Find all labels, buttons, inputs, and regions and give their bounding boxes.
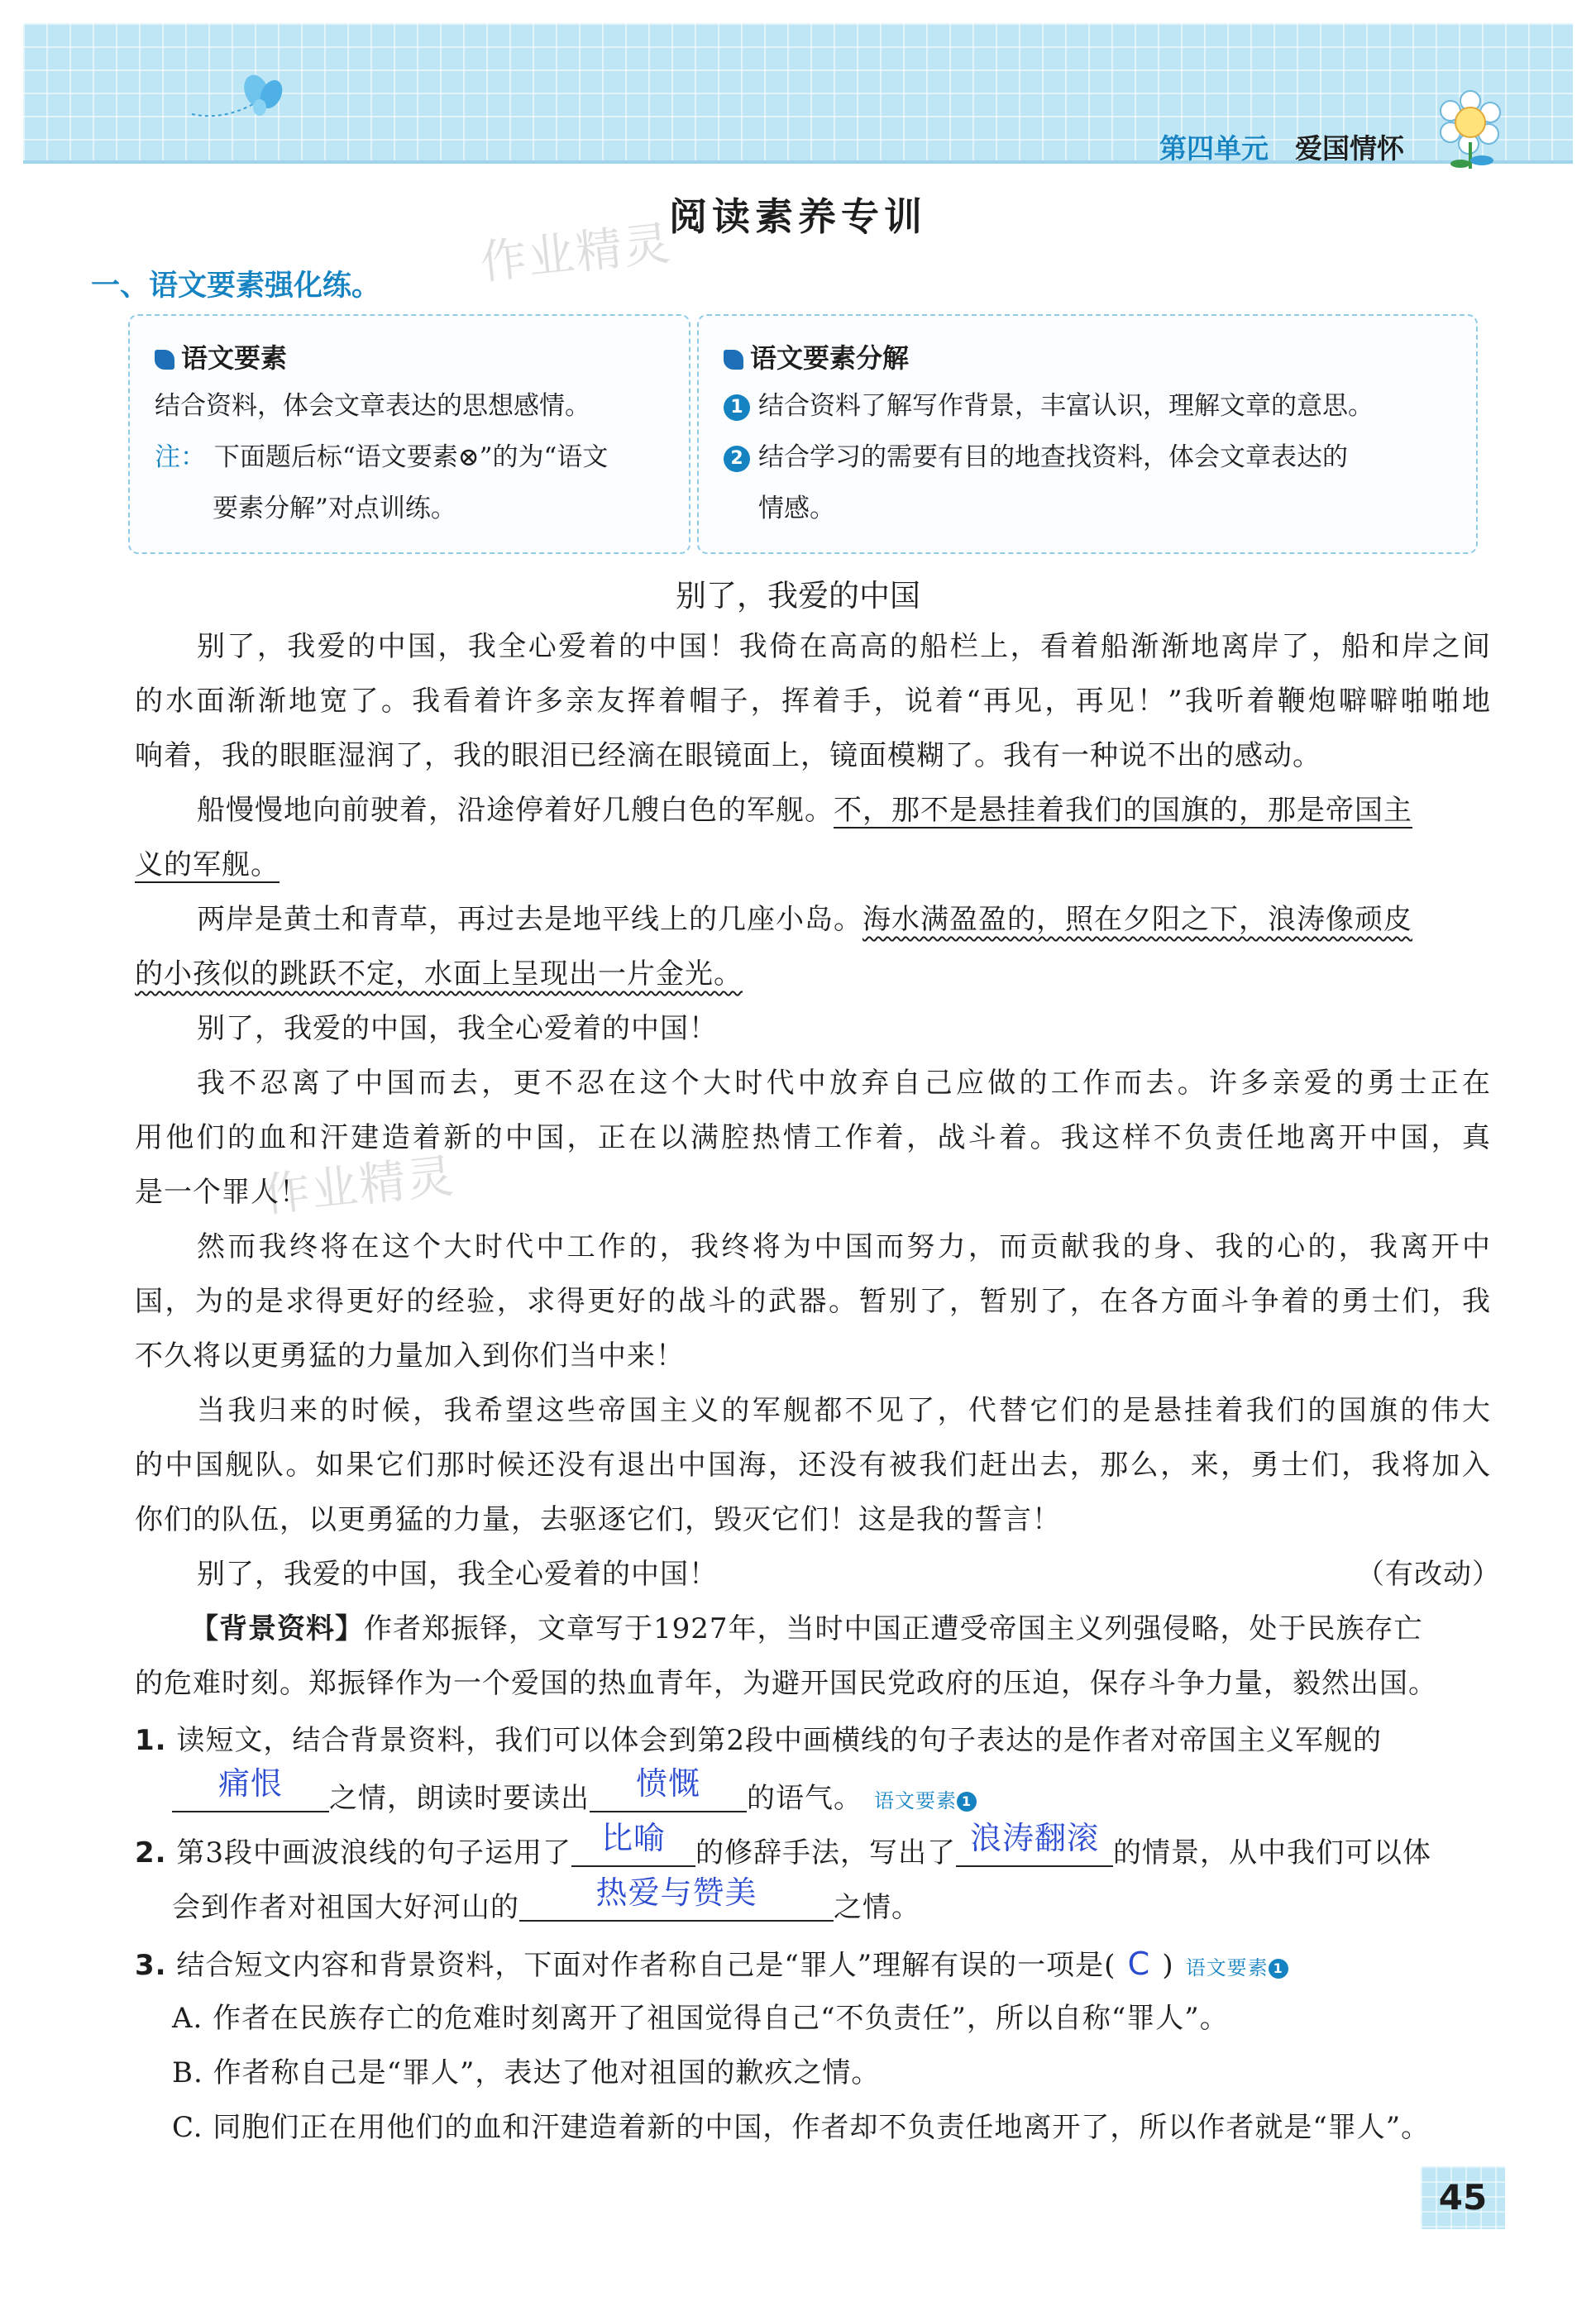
handwritten-answer: 比喻	[601, 1820, 667, 1856]
handwritten-answer: 浪涛翻滚	[970, 1820, 1100, 1856]
answer-blank[interactable]	[571, 1820, 695, 1867]
handwritten-answer: 痛恨	[217, 1765, 283, 1802]
element-box	[128, 314, 690, 554]
pen-icon	[724, 350, 743, 370]
answer-blank[interactable]	[956, 1820, 1113, 1867]
revision-note: （有改动）	[1356, 1558, 1501, 1591]
background-material: 【背景资料】作者郑振铎，文章写于1927年，当时中国正遭受帝国主义列强侵略，处于民族存亡	[190, 1612, 1423, 1645]
article-line: 的中国舰队。如果它们那时候还没有退出中国海，还没有被我们赶出去，那么，来，勇士们，我将加入	[135, 1449, 1491, 1482]
underlined-sentence: 不，那不是悬挂着我们的国旗的，那是帝国主	[834, 794, 1412, 827]
page-header-band	[23, 23, 1573, 164]
article-line: 我不忍离了中国而去，更不忍在这个大时代中放弃自己应做的工作而去。许多亲爱的勇士正在	[197, 1067, 1491, 1100]
question-3: 3. 结合短文内容和背景资料，下面对作者称自己是“罪人”理解有误的一项是( C ) 语文要素 1	[135, 1943, 1491, 1989]
article-line: 别了，我爱的中国，我全心爱着的中国！	[197, 1558, 718, 1591]
question-1: 1. 读短文，结合背景资料，我们可以体会到第2段中画横线的句子表达的是作者对帝国主义军舰的	[135, 1724, 1383, 1757]
answer-blank[interactable]	[590, 1765, 747, 1812]
article-line: 是一个罪人！	[135, 1176, 308, 1209]
item-number: 1	[724, 394, 750, 421]
answer-blank[interactable]	[172, 1765, 329, 1812]
breakdown-item: 1 结合资料了解写作背景，丰富认识，理解文章的意思。	[724, 380, 1374, 432]
page-title: 阅读素养专训	[669, 194, 927, 239]
unit-label: 第四单元	[1159, 132, 1269, 165]
article-line	[135, 844, 1491, 886]
pen-icon	[155, 350, 174, 370]
note-label: 注：	[155, 442, 206, 472]
article-line	[135, 953, 1491, 995]
handwritten-answer: 热爱与赞美	[595, 1874, 757, 1911]
unit-theme: 爱国情怀	[1295, 132, 1404, 165]
wavy-sentence: 海水满盈盈的，照在夕阳之下，浪涛像顽皮	[863, 903, 1412, 936]
article-line: 国，为的是求得更好的经验，求得更好的战斗的武器。暂别了，暂别了，在各方面斗争着的勇士们，我	[135, 1285, 1491, 1318]
page-number: 45	[1421, 2166, 1505, 2229]
background-material: 的危难时刻。郑振铎作为一个爱国的热血青年，为避开国民党政府的压迫，保存斗争力量，毅然出国。	[135, 1667, 1437, 1700]
article-line: 然而我终将在这个大时代中工作的，我终将为中国而努力，而贡献我的身、我的心的，我离开中	[197, 1230, 1491, 1263]
item-number: 2	[724, 446, 750, 472]
underlined-sentence: 义的军舰。	[135, 848, 280, 881]
article-line: 你们的队伍，以更勇猛的力量，去驱逐它们，毁灭它们！这是我的誓言！	[135, 1503, 1061, 1536]
article-line: 的水面渐渐地宽了。我看着许多亲友挥着帽子，挥着手，说着“再见，再见！”我听着鞭炮噼噼啪啪地	[135, 685, 1491, 718]
butterfly-icon	[189, 66, 288, 124]
breakdown-box	[697, 314, 1478, 554]
option-c[interactable]: C. 同胞们正在用他们的血和汗建造着新的中国，作者却不负责任地离开了，所以作者就是“罪人”。	[172, 2111, 1431, 2144]
background-label: 【背景资料】	[190, 1612, 364, 1645]
question-2-continued: 会到作者对祖国大好河山的 热爱与赞美 之情。	[172, 1884, 1528, 1928]
watermark: 作业精灵	[260, 1149, 458, 1223]
article-line: 用他们的血和汗建造着新的中国，正在以满腔热情工作着，战斗着。我这样不负责任地离开中国，真	[135, 1121, 1491, 1154]
article-line: 两岸是黄土和青草，再过去是地平线上的几座小岛。海水满盈盈的，照在夕阳之下，浪涛像顽皮	[197, 903, 1412, 936]
watermark: 作业精灵	[477, 217, 675, 290]
article-line: 不久将以更勇猛的力量加入到你们当中来！	[135, 1339, 685, 1373]
question-2: 2. 第3段中画波浪线的句子运用了 比喻 的修辞手法，写出了 浪涛翻滚 的情景，从中我们可以体	[135, 1829, 1491, 1874]
element-text: 结合资料，体会文章表达的思想感情。	[155, 391, 590, 421]
breakdown-box-title: 语文要素分解	[724, 337, 909, 375]
note-line-1: 下面题后标“语文要素⊗”的为“语文	[213, 442, 609, 472]
article-line: 响着，我的眼眶湿润了，我的眼泪已经滴在眼镜面上，镜面模糊了。我有一种说不出的感动。	[135, 739, 1321, 772]
article-line: 别了，我爱的中国，我全心爱着的中国！我倚在高高的船栏上，看着船渐渐地离岸了，船和岸之间	[197, 630, 1491, 663]
flower-icon	[1429, 83, 1520, 174]
option-b[interactable]: B. 作者称自己是“罪人”，表达了他对祖国的歉疚之情。	[172, 2056, 881, 2089]
question-1-blanks: 痛恨 之情，朗读时要读出 愤慨 的语气。 语文要素 1	[172, 1774, 1528, 1822]
choice-answer[interactable]: C	[1127, 1946, 1151, 1982]
answer-blank[interactable]	[519, 1874, 834, 1922]
element-tag: 语文要素 1	[1186, 1956, 1288, 1979]
option-a[interactable]: A. 作者在民族存亡的危难时刻离开了祖国觉得自己“不负责任”，所以自称“罪人”。	[172, 2002, 1229, 2035]
wavy-sentence: 的小孩似的跳跃不定，水面上呈现出一片金光。	[135, 957, 743, 991]
element-box-title: 语文要素	[155, 337, 287, 375]
element-note	[155, 432, 608, 483]
breakdown-item-continued: 情感。	[758, 494, 835, 523]
note-line-2: 要素分解”对点训练。	[213, 494, 456, 523]
handwritten-answer: 愤慨	[635, 1765, 700, 1802]
section-heading: 一、语文要素强化练。	[91, 270, 381, 303]
breakdown-item: 2 结合学习的需要有目的地查找资料，体会文章表达的	[724, 432, 1348, 483]
article-line: 别了，我爱的中国，我全心爱着的中国！	[197, 1012, 718, 1045]
article-line: 船慢慢地向前驶着，沿途停着好几艘白色的军舰。不，那不是悬挂着我们的国旗的，那是帝国主	[197, 794, 1412, 827]
article-title: 别了，我爱的中国	[676, 578, 920, 614]
article-line: 当我归来的时候，我希望这些帝国主义的军舰都不见了，代替它们的是悬挂着我们的国旗的伟大	[197, 1394, 1491, 1427]
element-tag: 语文要素 1	[874, 1789, 977, 1812]
